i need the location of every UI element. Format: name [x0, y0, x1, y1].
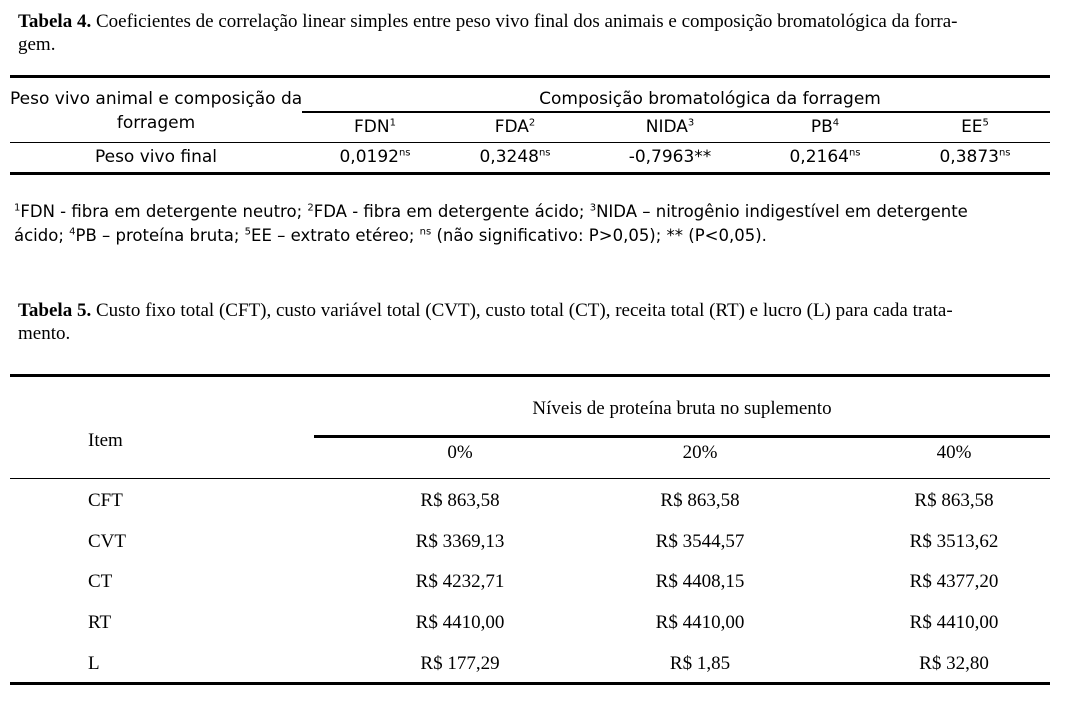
table4-col-fda: [440, 117, 590, 137]
col-name: PB: [810, 117, 833, 137]
table4-col-nida: [595, 117, 745, 137]
row-value: R$ 4410,00: [415, 612, 505, 633]
fn-text: NIDA – nitrogênio indigestível em detergente: [596, 202, 968, 221]
col-name: EE: [961, 117, 983, 137]
value: -0,7963**: [628, 147, 712, 167]
col-name: FDN: [354, 117, 390, 137]
fn-text: FDA - fibra em detergente ácido;: [313, 202, 590, 221]
row-value: R$ 863,58: [420, 490, 500, 511]
header-left-line2: forragem: [116, 113, 196, 133]
row-value: R$ 177,29: [420, 653, 500, 674]
sig: ns: [398, 147, 411, 159]
row-value: R$ 4410,00: [909, 612, 999, 633]
col-name: FDA: [494, 117, 529, 137]
row-item: RT: [88, 612, 112, 633]
fn-text: PB – proteína bruta;: [75, 226, 245, 245]
fn-sup: 3: [589, 202, 597, 214]
row-item: L: [88, 653, 100, 674]
table5-caption-label: Tabela 5.: [18, 300, 92, 321]
table4-caption: [18, 10, 1058, 56]
value: 0,2164: [789, 147, 849, 167]
table5-group-rule: [314, 435, 1050, 438]
table4-value-fdn: [300, 147, 450, 167]
fn-sup: 4: [69, 226, 76, 238]
table4-header-left: [10, 87, 302, 135]
table4-header-rule: [10, 142, 1050, 143]
table4-group-header: Composição bromatológica da forragem: [539, 89, 881, 109]
table4-row-label: Peso vivo final: [94, 147, 218, 167]
table4-col-pb: [750, 117, 900, 137]
fn-sup: 1: [14, 202, 21, 214]
fn-text: FDN - fibra em detergente neutro;: [20, 202, 308, 221]
fn-text: ácido;: [14, 226, 70, 245]
table5-col-20: 20%: [682, 442, 718, 463]
fn-sup: ns: [419, 226, 432, 238]
row-value: R$ 3369,13: [415, 531, 505, 552]
fn-text: (não significativo: P>0,05); ** (P<0,05).: [431, 226, 767, 245]
value: 0,0192: [339, 147, 399, 167]
value: 0,3873: [939, 147, 999, 167]
table5-caption-text-cont: mento.: [18, 323, 71, 344]
sig: ns: [538, 147, 551, 159]
table4-col-fdn: [300, 117, 450, 137]
table4-caption-label: Tabela 4.: [18, 11, 92, 32]
value: 0,3248: [479, 147, 539, 167]
table4-value-ee: [900, 147, 1050, 167]
table4-col-ee: [900, 117, 1050, 137]
row-value: R$ 863,58: [914, 490, 994, 511]
sig: ns: [998, 147, 1011, 159]
row-value: R$ 3544,57: [655, 531, 745, 552]
row-item: CT: [88, 571, 113, 592]
table4-bottom-rule: [10, 172, 1050, 175]
table5-caption-text: Custo fixo total (CFT), custo variável total (CVT), custo total (CT), receita total (RT) e lucro (L) para cada trata-: [95, 300, 953, 321]
row-value: R$ 3513,62: [909, 531, 999, 552]
fn-sup: 2: [307, 202, 314, 214]
col-sup: 2: [528, 117, 536, 129]
row-item: CVT: [88, 531, 126, 552]
col-sup: 3: [687, 117, 695, 129]
sig: ns: [848, 147, 861, 159]
table4-caption-text-cont: gem.: [18, 34, 56, 55]
table4-value-nida: [595, 147, 745, 167]
col-sup: 4: [832, 117, 840, 129]
row-value: R$ 4377,20: [909, 571, 999, 592]
col-sup: 1: [389, 117, 396, 129]
row-value: R$ 4408,15: [655, 571, 745, 592]
row-item: CFT: [88, 490, 123, 511]
fn-sup: 5: [244, 226, 252, 238]
table5-col-40: 40%: [936, 442, 972, 463]
table4-top-rule: [10, 75, 1050, 78]
table5-group-header: Níveis de proteína bruta no suplemento: [532, 398, 832, 419]
table4-footnote: [14, 200, 1054, 248]
table4-group-rule: [302, 111, 1050, 113]
row-value: R$ 863,58: [660, 490, 740, 511]
row-value: R$ 32,80: [919, 653, 989, 674]
header-left-line1: Peso vivo animal e composição da: [10, 89, 303, 109]
table4-value-pb: [750, 147, 900, 167]
table5-col-0: 0%: [447, 442, 473, 463]
row-value: R$ 4410,00: [655, 612, 745, 633]
table4-caption-text: Coeficientes de correlação linear simples entre peso vivo final dos animais e composição bromatológica da forra-: [95, 11, 958, 32]
table5-caption: [18, 299, 1058, 345]
col-name: NIDA: [645, 117, 688, 137]
row-value: R$ 1,85: [669, 653, 731, 674]
table5-header-rule: [10, 478, 1050, 479]
table5-bottom-rule: [10, 682, 1050, 685]
table4-value-fda: [440, 147, 590, 167]
col-sup: 5: [982, 117, 989, 129]
fn-text: EE – extrato etéreo;: [251, 226, 420, 245]
row-value: R$ 4232,71: [415, 571, 505, 592]
table5-top-rule: [10, 374, 1050, 377]
table5-header-item: Item: [88, 430, 123, 451]
